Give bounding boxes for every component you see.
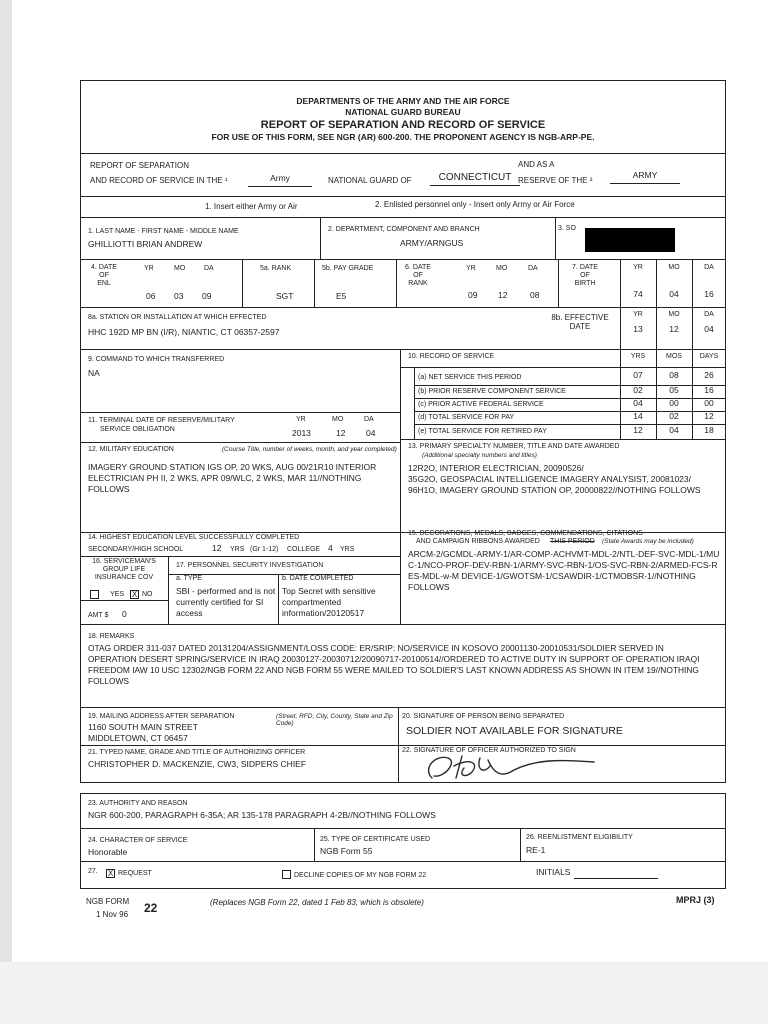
no-label: NO (142, 591, 153, 598)
item16-label-a: 16. SERVICEMAN'S (92, 558, 156, 565)
divider (80, 828, 726, 829)
service-a-yrs: 07 (633, 370, 643, 380)
divider (400, 367, 726, 368)
item23-label: 23. AUTHORITY AND REASON (88, 800, 188, 807)
yrs-unit: YRS (230, 546, 245, 553)
item15-note: (State Awards may be included) (602, 538, 694, 545)
service-row-d: (d) TOTAL SERVICE FOR PAY (418, 414, 515, 421)
obligation-da: 04 (366, 428, 376, 438)
mprj-code: MPRJ (3) (676, 895, 715, 905)
divider (80, 307, 726, 308)
service-e-yrs: 12 (633, 425, 643, 435)
item22-label: 22. SIGNATURE OF OFFICER AUTHORIZED TO SIGN (402, 747, 576, 754)
underline (430, 185, 520, 186)
obligation-yr: 2013 (292, 428, 311, 438)
item20-label: 20. SIGNATURE OF PERSON BEING SEPARATED (402, 713, 565, 720)
item6-label-a: 6. DATE (405, 264, 431, 271)
and-as-label: AND AS A (518, 160, 555, 169)
divider (80, 707, 726, 708)
item16-label-c: INSURANCE COV (94, 574, 154, 581)
awards-line: ES-MDL-w-M DEVICE-1/GWOTSM-1/CSAWDIR-1/CTMOBSR-1//NOTHING (408, 571, 696, 581)
form-number: 22 (144, 901, 158, 915)
item12-note: (Course Title, number of weeks, month, and year completed) (222, 446, 397, 453)
remarks-line: OTAG ORDER 311-037 DATED 20131204/ASSIGNMENT/LOSS CODE: ER/SRIP: NO/SERVICE IN KOSOVO 20001130-20010531/SOLDIER SERVED IN (88, 643, 664, 653)
decline-label: DECLINE COPIES OF MY NGB FORM 22 (294, 872, 427, 879)
col-mo: MO (668, 264, 680, 271)
form-label: NGB FORM (86, 897, 130, 906)
yes-label: YES (110, 591, 125, 598)
divider (278, 574, 279, 624)
check-mark: X (131, 590, 138, 599)
item15-label-b: AND CAMPAIGN RIBBONS AWARDED (416, 538, 540, 545)
birth-da: 16 (704, 289, 714, 299)
divider (80, 153, 726, 154)
service-row-c: (c) PRIOR ACTIVE FEDERAL SERVICE (418, 401, 544, 408)
initials-label: INITIALS (536, 867, 571, 877)
item18-label: 18. REMARKS (88, 633, 135, 640)
divider (414, 367, 415, 439)
divider (168, 556, 169, 624)
service-row-e: (e) TOTAL SERVICE FOR RETIRED PAY (418, 428, 547, 435)
item12-label: 12. MILITARY EDUCATION (88, 446, 174, 453)
remarks-line: FOLLOWS (88, 676, 129, 686)
specialty-line: 35G2O, GEOSPACIAL INTELLIGENCE IMAGERY ANALYSIST, 20081023/ (408, 474, 691, 484)
item6-label-b: OF (413, 272, 423, 279)
specialty-line: 12R2O, INTERIOR ELECTRICIAN, 20090526/ (408, 463, 584, 473)
rank-date-yr: 09 (468, 290, 478, 300)
enl-yr: 06 (146, 291, 156, 301)
header-line2: NATIONAL GUARD BUREAU (345, 107, 461, 117)
report-label-a: REPORT OF SEPARATION (90, 161, 189, 170)
underline (248, 186, 312, 187)
item13-label: 13. PRIMARY SPECIALTY NUMBER, TITLE AND DATE AWARDED (408, 443, 620, 450)
authority-value: NGR 600-200, PARAGRAPH 6-35A; AR 135-178 PARAGRAPH 4-2B//NOTHING FOLLOWS (88, 810, 436, 820)
guard-label: NATIONAL GUARD OF (328, 176, 412, 185)
item10-label: 10. RECORD OF SERVICE (408, 353, 495, 360)
enl-mo: 03 (174, 291, 184, 301)
item7-label-b: OF (580, 272, 590, 279)
divider (692, 259, 693, 349)
decline-checkbox[interactable] (282, 870, 291, 879)
redaction-bar (585, 228, 675, 252)
col-mo: MO (668, 311, 680, 318)
service-d-days: 12 (704, 411, 714, 421)
command-value: NA (88, 368, 100, 378)
service-d-yrs: 14 (633, 411, 643, 421)
ngb-form-22 (80, 80, 726, 930)
remarks-line: OPERATION DESERT SPRING/SERVICE IN IRAQ 20030127-20030712/20090717-20100514//ORDERED TO ACTIVE DUTY IN SUPPORT OF OPERATION IRAQI (88, 654, 700, 664)
birth-yr: 74 (633, 289, 643, 299)
col-da: DA (704, 264, 714, 271)
col-yr: YR (466, 265, 476, 272)
col-mos: MOS (666, 353, 682, 360)
col-da: DA (204, 265, 214, 272)
address-line: 1160 SOUTH MAIN STREET (88, 722, 198, 732)
enl-da: 09 (202, 291, 212, 301)
item21-label: 21. TYPED NAME, GRADE AND TITLE OF AUTHORIZING OFFICER (88, 749, 306, 756)
investigation-date-line: information/20120517 (282, 608, 365, 618)
divider (314, 259, 315, 307)
divider (80, 217, 726, 218)
col-yr: YR (144, 265, 154, 272)
authorizing-officer: CHRISTOPHER D. MACKENZIE, CW3, SIDPERS CHIEF (88, 759, 307, 769)
divider (400, 532, 401, 624)
investigation-date-line: Top Secret with sensitive (282, 586, 376, 596)
divider (80, 624, 726, 625)
mil-education-line: FOLLOWS (88, 484, 130, 494)
specialty-line: 96H1O, IMAGERY GROUND STATION OP, 20000822//NOTHING FOLLOWS (408, 485, 701, 495)
form-title: REPORT OF SEPARATION AND RECORD OF SERVICE (260, 119, 546, 131)
divider (396, 259, 397, 307)
initials-line (574, 878, 658, 879)
divider (555, 217, 556, 259)
item13-note: (Additional specialty numbers and titles) (422, 452, 537, 459)
col-mo: MO (332, 416, 344, 423)
item4-label-c: ENL (97, 280, 111, 287)
investigation-type-line: currently certified for SI (176, 597, 264, 607)
birth-mo: 04 (669, 289, 679, 299)
header-line1: DEPARTMENTS OF THE ARMY AND THE AIR FORCE (296, 96, 510, 106)
item8b-label-b: DATE (569, 322, 591, 331)
item19-label: 19. MAILING ADDRESS AFTER SEPARATION (88, 713, 235, 720)
investigation-type-line: SBI - performed and is not (176, 586, 276, 596)
rank-date-mo: 12 (498, 290, 508, 300)
col-yr: YR (296, 416, 306, 423)
service-b-mos: 05 (669, 385, 679, 395)
item11-label-a: 11. TERMINAL DATE OF RESERVE/MILITARY (88, 417, 235, 424)
divider (80, 745, 726, 746)
divider (80, 600, 168, 601)
divider (80, 349, 726, 350)
rank-value: SGT (276, 291, 294, 301)
scan-edge (0, 0, 12, 1024)
soldier-name: GHILLIOTTI BRIAN ANDREW (88, 239, 203, 249)
service-branch: Army (270, 173, 290, 183)
service-a-mos: 08 (669, 370, 679, 380)
service-row-b: (b) PRIOR RESERVE COMPONENT SERVICE (418, 388, 566, 395)
col-days: DAYS (699, 353, 719, 360)
item4-label-b: OF (99, 272, 109, 279)
yrs-unit: YRS (340, 546, 355, 553)
col-yr: YR (633, 264, 643, 271)
divider (80, 861, 726, 862)
service-e-mos: 04 (669, 425, 679, 435)
divider (80, 556, 400, 557)
item26-label: 26. REENLISTMENT ELIGIBILITY (526, 834, 633, 841)
station-value: HHC 192D MP BN (I/R), NIANTIC, CT 06357-2597 (88, 327, 280, 337)
service-c-yrs: 04 (633, 398, 643, 408)
item25-label: 25. TYPE OF CERTIFICATE USED (320, 836, 431, 843)
item9-label: 9. COMMAND TO WHICH TRANSFERRED (88, 356, 225, 363)
item1-label: 1. LAST NAME - FIRST NAME - MIDDLE NAME (88, 228, 239, 235)
check-mark: X (107, 869, 114, 878)
amount-value: 0 (122, 609, 127, 619)
item17b-label: b. DATE COMPLETED (282, 575, 354, 582)
certificate-value: NGB Form 55 (320, 846, 373, 856)
awards-line: FOLLOWS (408, 582, 450, 592)
mil-education-line: ELECTRICIAN PH II, 2 WKS, APR 09/WLC, 2 WKS, MAR 11//NOTHING (88, 473, 362, 483)
divider (620, 259, 621, 349)
amount-label: AMT $ (88, 612, 109, 619)
divider (558, 259, 559, 307)
item17-label: 17. PERSONNEL SECURITY INVESTIGATION (176, 562, 324, 569)
divider (656, 259, 657, 349)
struck-text: THIS PERIOD (550, 538, 595, 545)
divider (320, 217, 321, 259)
service-e-days: 18 (704, 425, 714, 435)
form-subtitle: FOR USE OF THIS FORM, SEE NGR (AR) 600-200. THE PROPONENT AGENCY IS NGB-ARP-PE. (211, 132, 595, 142)
item17a-label: a. TYPE (176, 575, 202, 582)
item6-label-c: RANK (408, 280, 428, 287)
separated-signature-note: SOLDIER NOT AVAILABLE FOR SIGNATURE (406, 725, 623, 737)
col-da: DA (364, 416, 374, 423)
item4-label-a: 4. DATE (91, 264, 117, 271)
rank-date-da: 08 (530, 290, 540, 300)
divider (520, 828, 521, 861)
service-b-yrs: 02 (633, 385, 643, 395)
reserve-of: ARMY (632, 170, 658, 180)
item5b-label: 5b. PAY GRADE (322, 265, 374, 272)
obligation-mo: 12 (336, 428, 346, 438)
divider (242, 259, 243, 307)
grade-note: (Gr 1-12) (250, 546, 279, 553)
mil-education-line: IMAGERY GROUND STATION IGS OP, 20 WKS, AUG 00/21R10 INTERIOR (88, 462, 377, 472)
address-line: MIDDLETOWN, CT 06457 (88, 733, 188, 743)
service-row-a: (a) NET SERVICE THIS PERIOD (418, 374, 522, 381)
item7-label-c: BIRTH (574, 280, 596, 287)
divider (314, 828, 315, 861)
insurance-yes-checkbox[interactable] (90, 590, 99, 599)
awards-line: ARCM-2/GCMDL-ARMY-1/AR-COMP-ACHVMT-MDL-2/NTL-DEF-SVC-MDL-1/MU (408, 549, 720, 559)
service-d-mos: 02 (669, 411, 679, 421)
divider (400, 439, 726, 440)
effective-da: 04 (704, 324, 714, 334)
guard-state: CONNECTICUT (438, 172, 512, 183)
replaces-note: (Replaces NGB Form 22, dated 1 Feb 83, which is obsolete) (210, 898, 424, 907)
college-label: COLLEGE (287, 546, 321, 553)
character-value: Honorable (88, 847, 128, 857)
item11-label-b: SERVICE OBLIGATION (100, 426, 175, 433)
department-value: ARMY/ARNGUS (400, 238, 464, 248)
request-label: REQUEST (118, 870, 152, 877)
request-checkbox[interactable] (106, 869, 115, 878)
item7-label-a: 7. DATE (572, 264, 598, 271)
item8b-label-a: 8b. EFFECTIVE (551, 313, 609, 322)
investigation-type-line: access (176, 608, 203, 618)
item19-note: (Street, RFD, City, County, State and Zip Code) (276, 713, 393, 728)
college-years: 4 (328, 543, 333, 553)
investigation-date-line: compartmented (282, 597, 342, 607)
insurance-no-checkbox[interactable] (130, 590, 139, 599)
report-label-b: AND RECORD OF SERVICE IN THE ¹ (90, 176, 228, 185)
divider (400, 349, 401, 532)
col-da: DA (704, 311, 714, 318)
officer-signature (418, 748, 598, 784)
col-mo: MO (174, 265, 186, 272)
col-da: DA (528, 265, 538, 272)
reserve-label: RESERVE OF THE ² (518, 176, 593, 185)
item24-label: 24. CHARACTER OF SERVICE (88, 837, 188, 844)
note-1: 1. Insert either Army or Air (205, 202, 298, 211)
reenlistment-value: RE-1 (526, 845, 546, 855)
secondary-label: SECONDARY/HIGH SCHOOL (88, 546, 184, 553)
underline (610, 183, 680, 184)
divider (80, 259, 726, 260)
service-b-days: 16 (704, 385, 714, 395)
divider (414, 424, 726, 425)
col-yr: YR (633, 311, 643, 318)
divider (80, 412, 400, 413)
item3-label: 3. SO (558, 225, 576, 232)
item5a-label: 5a. RANK (260, 265, 292, 272)
item16-label-b: GROUP LIFE (102, 566, 146, 573)
secondary-years: 12 (212, 543, 222, 553)
item15-label-a: 15. DECORATIONS, MEDALS, BADGES, COMMENDATIONS, CITATIONS (408, 530, 643, 537)
col-yrs: YRS (630, 353, 646, 360)
remarks-line: FREEDOM IAW 10 USC 12302/NGB FORM 22 AND NGB FORM 55 WERE MAILED TO SOLDIER'S LAST KNOWN ADDRESS AS SHOWN IN ITEM 19//NOTHING (88, 665, 699, 675)
service-c-days: 00 (704, 398, 714, 408)
col-mo: MO (496, 265, 508, 272)
form-date: 1 Nov 96 (96, 910, 129, 919)
note-2: 2. Enlisted personnel only - Insert only Army or Air Force (375, 200, 575, 209)
item14-label: 14. HIGHEST EDUCATION LEVEL SUCCESSFULLY COMPLETED (88, 534, 300, 541)
divider (80, 196, 726, 197)
awards-line: C-1/NCO-PROF-DEV-RBN-1/ARMY-SVC-RBN-1/OS-SVC-RBN-2/ARMED-FCS-R (408, 560, 718, 570)
scan-background (0, 962, 768, 1024)
effective-mo: 12 (669, 324, 679, 334)
item2-label: 2. DEPARTMENT, COMPONENT AND BRANCH (328, 226, 480, 233)
service-c-mos: 00 (669, 398, 679, 408)
effective-yr: 13 (633, 324, 643, 334)
item27-label: 27. (88, 868, 98, 875)
divider (80, 442, 400, 443)
pay-grade-value: E5 (336, 291, 347, 301)
item8a-label: 8a. STATION OR INSTALLATION AT WHICH EFFECTED (88, 314, 267, 321)
service-a-days: 26 (704, 370, 714, 380)
